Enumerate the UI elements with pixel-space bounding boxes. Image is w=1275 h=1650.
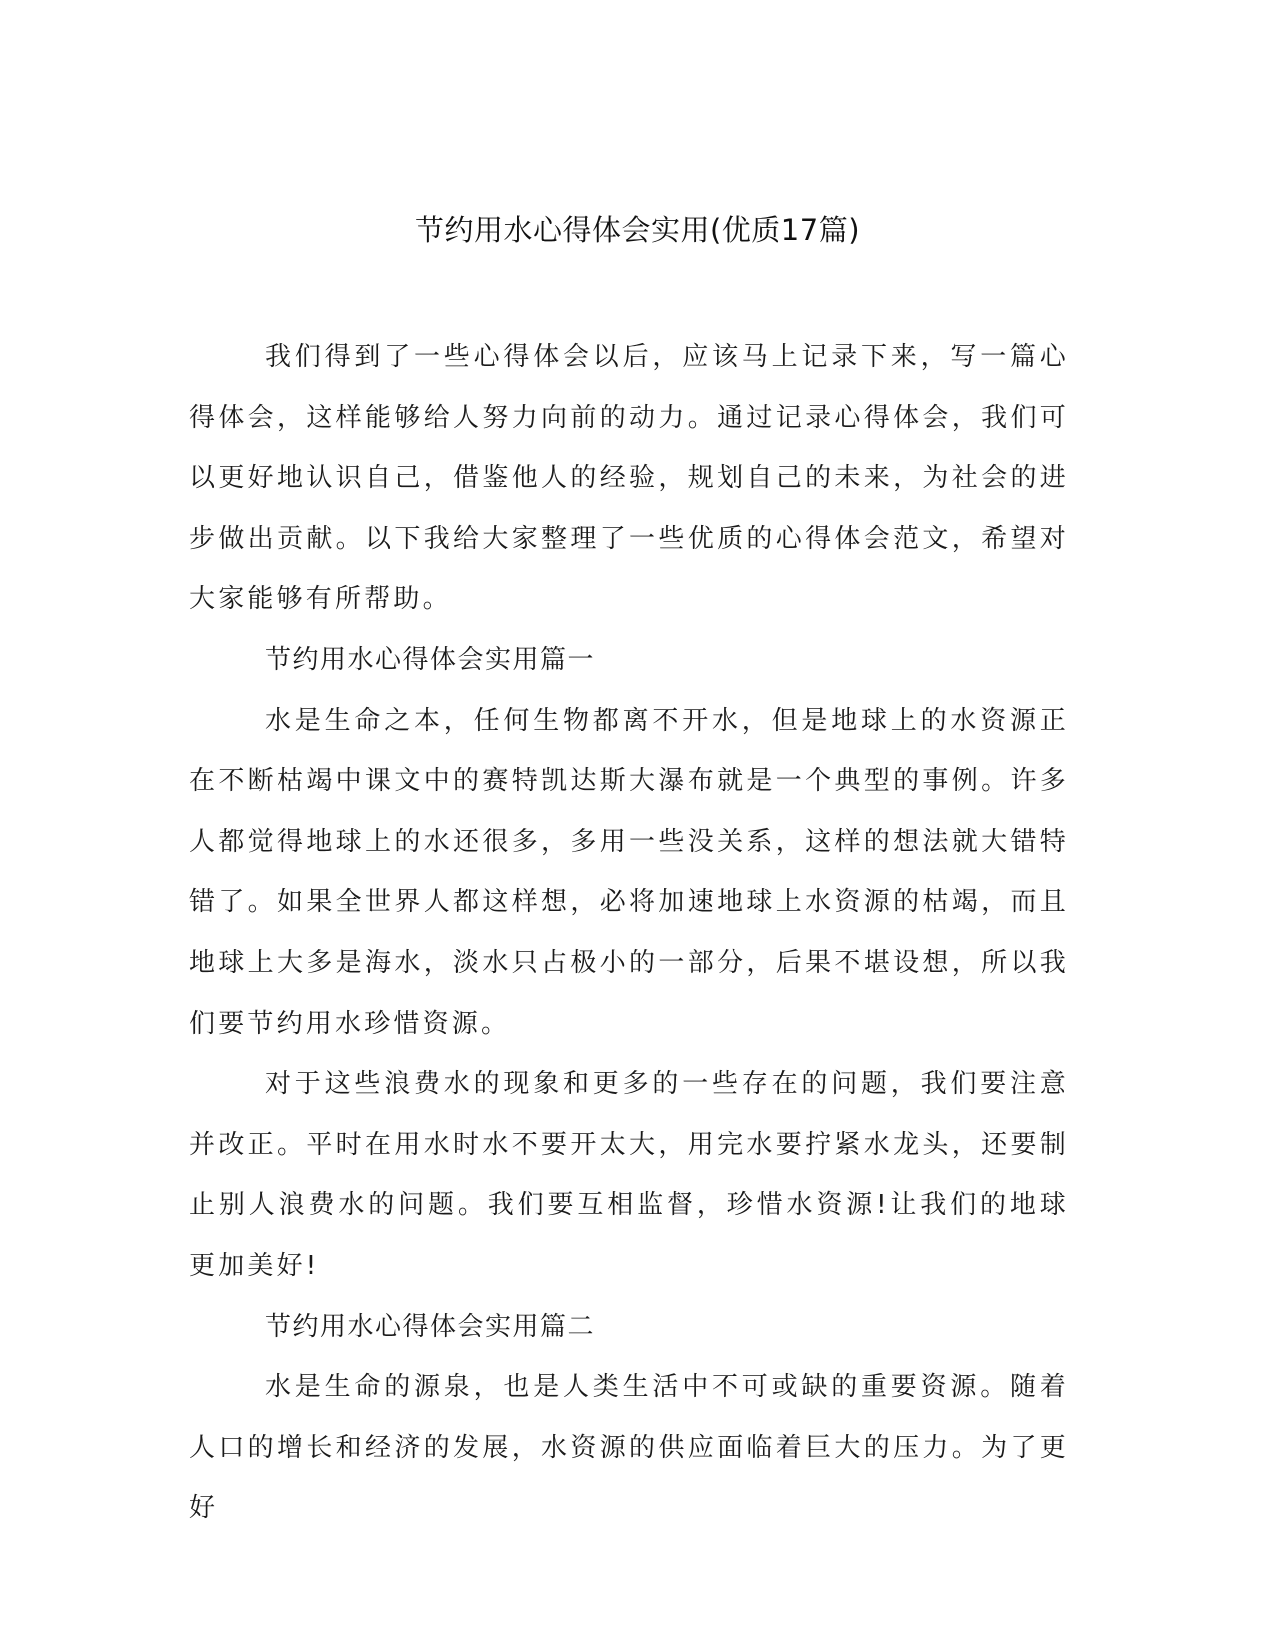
section-heading-2: 节约用水心得体会实用篇二: [265, 1311, 596, 1342]
section-2-paragraph-1: 水是生命的源泉，也是人类生活中不可或缺的重要资源。随着人口的增长和经济的发展，水资源的供应面临着巨大的压力。为了更好: [189, 1372, 1069, 1524]
document-body: [189, 327, 1069, 1539]
document-title: 节约用水心得体会实用(优质17篇): [414, 213, 861, 247]
intro-paragraph: 我们得到了一些心得体会以后，应该马上记录下来，写一篇心得体会，这样能够给人努力向前的动力。通过记录心得体会，我们可以更好地认识自己，借鉴他人的经验，规划自己的未来，为社会的进步做出贡献。以下我给大家整理了一些优质的心得体会范文，希望对大家能够有所帮助。: [189, 342, 1069, 615]
section-heading-1: 节约用水心得体会实用篇一: [265, 644, 596, 675]
section-1-paragraph-1: 水是生命之本，任何生物都离不开水，但是地球上的水资源正在不断枯竭中课文中的赛特凯达斯大瀑布就是一个典型的事例。许多人都觉得地球上的水还很多，多用一些没关系，这样的想法就大错特错了。如果全世界人都这样想，必将加速地球上水资源的枯竭，而且地球上大多是海水，淡水只占极小的一部分，后果不堪设想，所以我们要节约用水珍惜资源。: [189, 705, 1069, 1039]
section-1-paragraph-2: 对于这些浪费水的现象和更多的一些存在的问题，我们要注意并改正。平时在用水时水不要开太大，用完水要拧紧水龙头，还要制止别人浪费水的问题。我们要互相监督，珍惜水资源!让我们的地球更加美好!: [189, 1069, 1069, 1281]
